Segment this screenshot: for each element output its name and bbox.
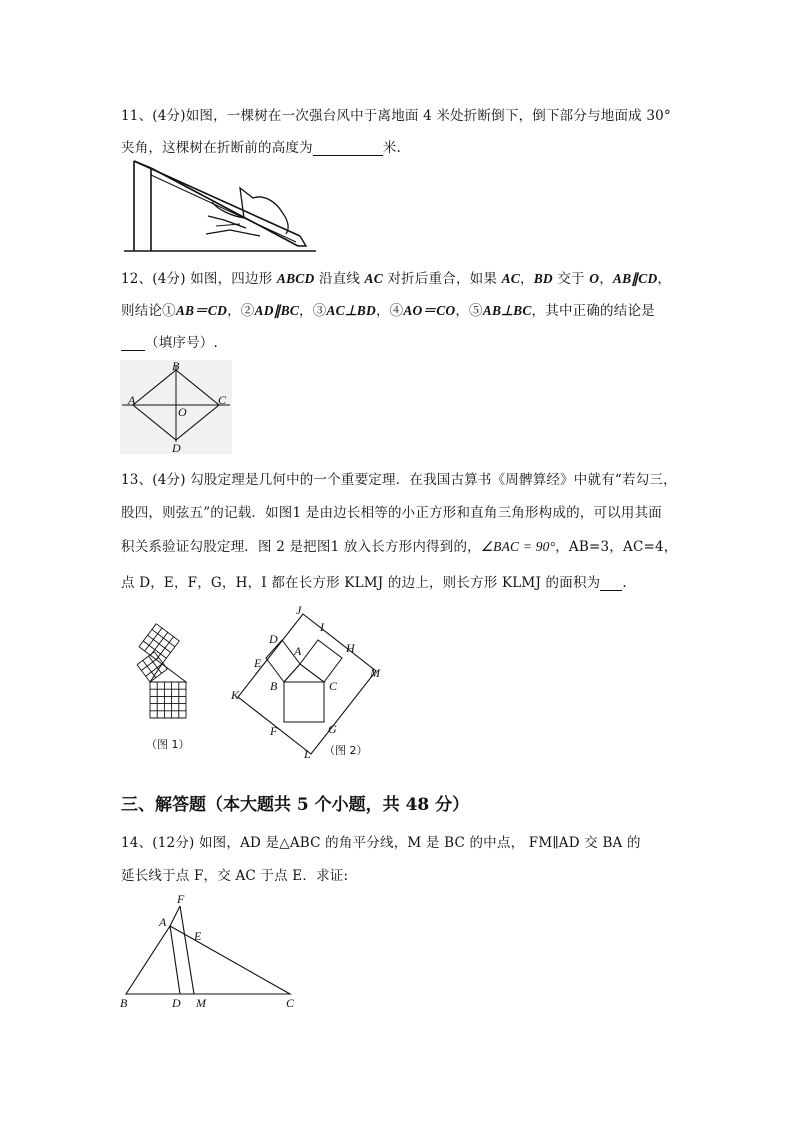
grid-line xyxy=(150,632,167,655)
section-3-heading: 三、解答题（本大题共 5 个小题，共 48 分） xyxy=(121,795,470,815)
q12-math: AO＝CO xyxy=(403,303,456,318)
q13-fig1-caption: （图 1） xyxy=(146,738,190,751)
q13-fig2-label-e: E xyxy=(254,656,262,670)
q14-label-e: E xyxy=(194,929,202,943)
q12-math: AD∥BC xyxy=(254,303,299,318)
q13-text: 积关系验证勾股定理．图 2 是把图1 放入长方形内得到的， xyxy=(121,539,481,555)
q14-line1: 14、(12分) 如图，AD 是△ABC 的角平分线，M 是 BC 的中点， FM∥AD 交 BA 的 xyxy=(121,835,641,851)
q14-label-m: M xyxy=(196,996,206,1010)
q12-text: ，其中正确的结论是 xyxy=(531,303,655,319)
q13-line3 xyxy=(121,535,677,555)
q12-math: AB＝CD xyxy=(175,303,228,318)
q13-figure-2 xyxy=(228,600,398,765)
q12-text: 对折后重合，如果 xyxy=(382,271,502,287)
q12-text: ， xyxy=(519,271,534,287)
q13-fig2-label-a: A xyxy=(294,644,302,658)
q13-fig2-label-h: H xyxy=(346,641,355,655)
q13-line4 xyxy=(121,571,627,591)
q11-answer-blank[interactable] xyxy=(313,141,383,156)
q14-label-d: D xyxy=(172,996,181,1010)
q13-answer-blank[interactable] xyxy=(600,576,622,591)
q12-text: 则结论① xyxy=(121,303,176,319)
q12-text: （填序号）. xyxy=(145,335,218,351)
q14-label-c: C xyxy=(286,996,295,1010)
q14-label-b: B xyxy=(120,996,128,1010)
q12-text: 交于 xyxy=(552,271,590,287)
grid-line xyxy=(162,641,179,664)
q13-figure-1 xyxy=(122,628,216,758)
q12-text: ，⑤ xyxy=(455,303,483,319)
q13-fig2-label-m: M xyxy=(370,666,380,680)
q11-line1: 11、(4分)如图，一棵树在一次强台风中于离地面 4 米处折断倒下，倒下部分与地面成 30° xyxy=(121,108,671,124)
q12-text: ，④ xyxy=(375,303,404,319)
q13-fig2-label-b: B xyxy=(270,679,278,693)
q13-fig2-label-k: K xyxy=(231,688,240,702)
q13-text: ，AB=3，AC=4， xyxy=(555,539,678,555)
q12-math: O xyxy=(589,271,600,286)
q12-label-c: C xyxy=(218,393,227,407)
q13-fig2-label-g: G xyxy=(328,722,337,736)
q11-line2-unit: 米. xyxy=(382,140,402,156)
q12-math: AC xyxy=(364,271,383,286)
grid-line xyxy=(139,624,156,647)
q13-fig2-label-i: I xyxy=(320,620,324,634)
q12-text: ， xyxy=(599,271,613,287)
q13-fig2-label-j: J xyxy=(296,603,302,617)
q13-fig2-label-l: L xyxy=(304,747,311,761)
q12-line3 xyxy=(121,331,218,351)
grid-line xyxy=(156,637,173,660)
q11-tree-figure xyxy=(120,158,320,254)
q12-math: AB⊥BC xyxy=(482,303,532,318)
q12-text: ，③ xyxy=(299,303,327,319)
q12-label-a: A xyxy=(128,393,136,407)
q12-text: 12、(4分) 如图，四边形 xyxy=(121,271,277,287)
q12-text: ， xyxy=(657,271,672,287)
q12-text: 沿直线 xyxy=(314,271,365,287)
grid-line xyxy=(152,629,175,646)
q12-answer-blank[interactable] xyxy=(121,336,145,351)
q12-math: AB∥CD xyxy=(612,271,658,286)
q12-math: AC xyxy=(501,271,520,286)
q14-label-f: F xyxy=(177,892,185,906)
q13-text: 点 D，E，F，G，H，I 都在长方形 KLMJ 的边上，则长方形 KLMJ 的面积为 xyxy=(121,575,601,591)
q13-fig2-label-d: D xyxy=(269,632,278,646)
q13-fig2-caption: （图 2） xyxy=(324,744,368,757)
q13-angle-formula: ∠BAC = 90° xyxy=(480,539,556,554)
q12-label-b: B xyxy=(172,359,180,373)
q14-triangle-figure xyxy=(116,890,306,1012)
q12-line2 xyxy=(121,299,655,319)
q12-rhombus-figure xyxy=(120,360,232,454)
q11-line2 xyxy=(121,136,401,156)
q12-label-o: O xyxy=(178,405,187,419)
q12-math: ABCD xyxy=(276,271,315,286)
q13-text: . xyxy=(622,575,627,591)
bottom-grid-square xyxy=(150,682,186,718)
grid-line xyxy=(156,624,179,641)
q12-label-d: D xyxy=(172,441,181,455)
q12-math: AC⊥BD xyxy=(326,303,376,318)
q13-fig2-label-f: F xyxy=(270,724,278,738)
q13-line1: 13、(4分) 勾股定理是几何中的一个重要定理．在我国古算书《周髀算经》中就有“若勾三， xyxy=(121,472,677,488)
q13-fig2-label-c: C xyxy=(329,679,338,693)
q14-label-a: A xyxy=(159,915,167,929)
q14-line2: 延长线于点 F，交 AC 于点 E．求证: xyxy=(121,868,349,884)
q12-line1 xyxy=(121,267,671,287)
q12-math: BD xyxy=(533,271,553,286)
q12-text: ，② xyxy=(227,303,255,319)
q13-line2: 股四，则弦五”的记载．如图1 是由边长相等的小正方形和直角三角形构成的，可以用其面 xyxy=(121,505,662,521)
grid-line xyxy=(139,647,162,664)
q11-line2-text: 夹角，这棵树在折断前的高度为 xyxy=(121,140,313,156)
